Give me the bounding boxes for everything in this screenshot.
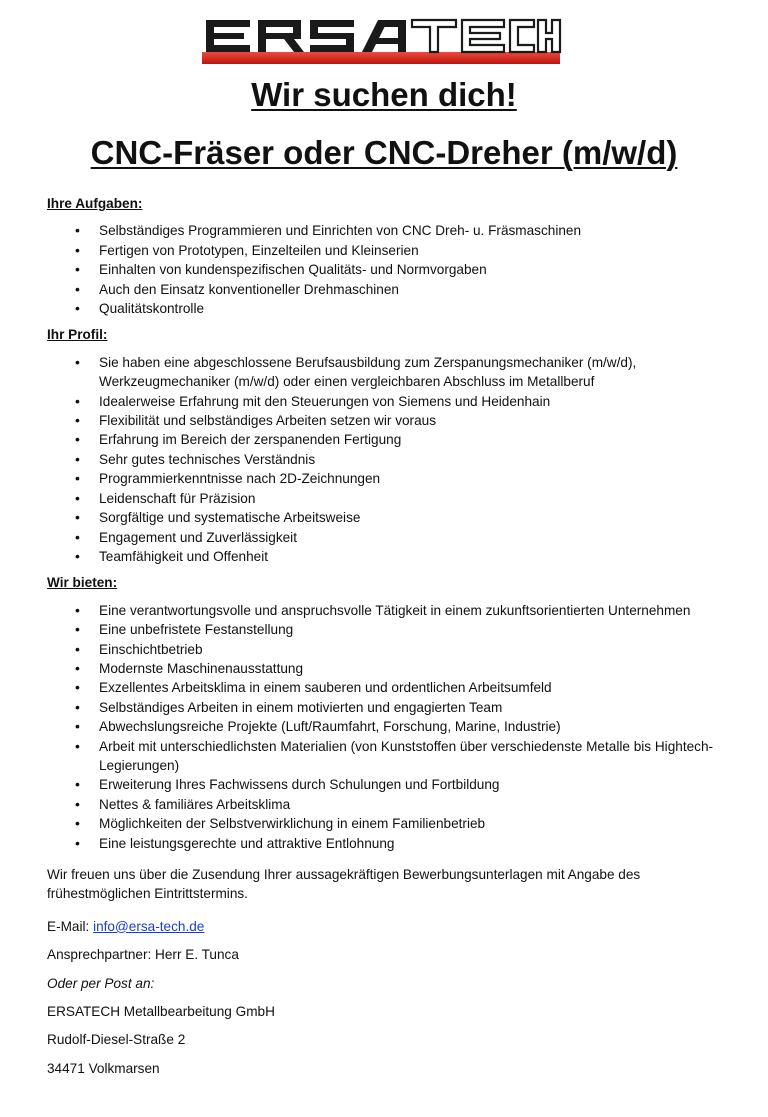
bullet-list [47, 221, 727, 318]
list-item: • Abwechslungsreiche Projekte (Luft/Raumfahrt, Forschung, Marine, Industrie) [99, 717, 727, 736]
list-item: • Eine leistungsgerechte und attraktive Entlohnung [99, 834, 727, 853]
contact-person: Ansprechpartner: Herr E. Tunca [47, 947, 239, 963]
list-item: • Engagement und Zuverlässigkeit [99, 528, 727, 547]
list-item: • Idealerweise Erfahrung mit den Steuerungen von Siemens und Heidenhain [99, 392, 727, 411]
logo-letter-e [206, 20, 250, 52]
list-item: • Qualitätskontrolle [99, 299, 727, 318]
list-item: • Teamfähigkeit und Offenheit [99, 547, 727, 566]
headline: Wir suchen dich! [251, 76, 517, 113]
list-item: • Nettes & familiäres Arbeitsklima [99, 795, 727, 814]
list-item: • Leidenschaft für Präzision [99, 489, 727, 508]
list-item: • Sorgfältige und systematische Arbeitsweise [99, 508, 727, 527]
list-item: • Arbeit mit unterschiedlichsten Materialien (von Kunststoffen über verschiedenste Metalle bis Hightech-Legierungen) [99, 737, 727, 776]
list-item: • Eine unbefristete Festanstellung [99, 620, 727, 639]
company-logo [200, 16, 565, 66]
list-item: • Modernste Maschinenausstattung [99, 659, 727, 678]
logo-word-tech [412, 20, 560, 52]
post-label: Oder per Post an: [47, 975, 155, 991]
list-item: • Programmierkenntnisse nach 2D-Zeichnungen [99, 469, 727, 488]
list-item: • Sehr gutes technisches Verständnis [99, 450, 727, 469]
list-item: • Flexibilität und selbständiges Arbeiten setzen wir voraus [99, 411, 727, 430]
sections-container [47, 194, 727, 853]
email-line [47, 917, 727, 936]
closing-text: Wir freuen uns über die Zusendung Ihrer aussagekräftigen Bewerbungsunterlagen mit Angabe des frühestmöglichen Eintrittstermins. [47, 867, 641, 902]
list-item: • Sie haben eine abgeschlossene Berufsausbildung zum Zerspanungsmechaniker (m/w/d), Werkzeugmechaniker (m/w/d) oder einen vergleichbaren Abschluss im Metallberuf [99, 353, 727, 392]
list-item: • Erweiterung Ihres Fachwissens durch Schulungen und Fortbildung [99, 775, 727, 794]
job-title: CNC-Fräser oder CNC-Dreher (m/w/d) [90, 134, 678, 171]
company-name: ERSATECH Metallbearbeitung GmbH [47, 1004, 275, 1020]
list-item: • Fertigen von Prototypen, Einzelteilen und Kleinserien [99, 241, 727, 260]
section-title: Ihre Aufgaben: [47, 196, 143, 211]
list-item: • Exzellentes Arbeitsklima in einem sauberen und ordentlichen Arbeitsumfeld [99, 678, 727, 697]
list-item: • Einhalten von kundenspezifischen Qualitäts- und Normvorgaben [99, 260, 727, 279]
email-label: E-Mail: [47, 918, 94, 934]
list-item: • Auch den Einsatz konventioneller Drehmaschinen [99, 280, 727, 299]
list-item: • Eine verantwortungsvolle und anspruchsvolle Tätigkeit in einem zukunftsorientierten Unternehmen [99, 601, 727, 620]
list-item: • Erfahrung im Bereich der zerspanenden Fertigung [99, 430, 727, 449]
list-item: • Selbständiges Programmieren und Einrichten von CNC Dreh- u. Fräsmaschinen [99, 221, 727, 240]
contact-block [47, 917, 727, 1078]
logo-letter-r [258, 20, 304, 52]
logo-letter-s [310, 20, 354, 52]
ersatech-logo-graphic [200, 16, 565, 66]
bullet-list [47, 601, 727, 853]
list-item: • Selbständiges Arbeiten in einem motivierten und engagierten Team [99, 698, 727, 717]
list-item: • Einschichtbetrieb [99, 640, 727, 659]
list-item: • Möglichkeiten der Selbstverwirklichung in einem Familienbetrieb [99, 814, 727, 833]
section-title: Ihr Profil: [47, 327, 108, 343]
logo-letter-a [362, 20, 406, 52]
city-address: 34471 Volkmarsen [47, 1060, 160, 1076]
bullet-list [47, 353, 727, 566]
email-link[interactable]: info@ersa-tech.de [93, 918, 205, 934]
logo-red-bar [202, 52, 560, 64]
street-address: Rudolf-Diesel-Straße 2 [47, 1032, 186, 1048]
job-posting-body [47, 194, 727, 1087]
section-title: Wir bieten: [47, 575, 118, 591]
